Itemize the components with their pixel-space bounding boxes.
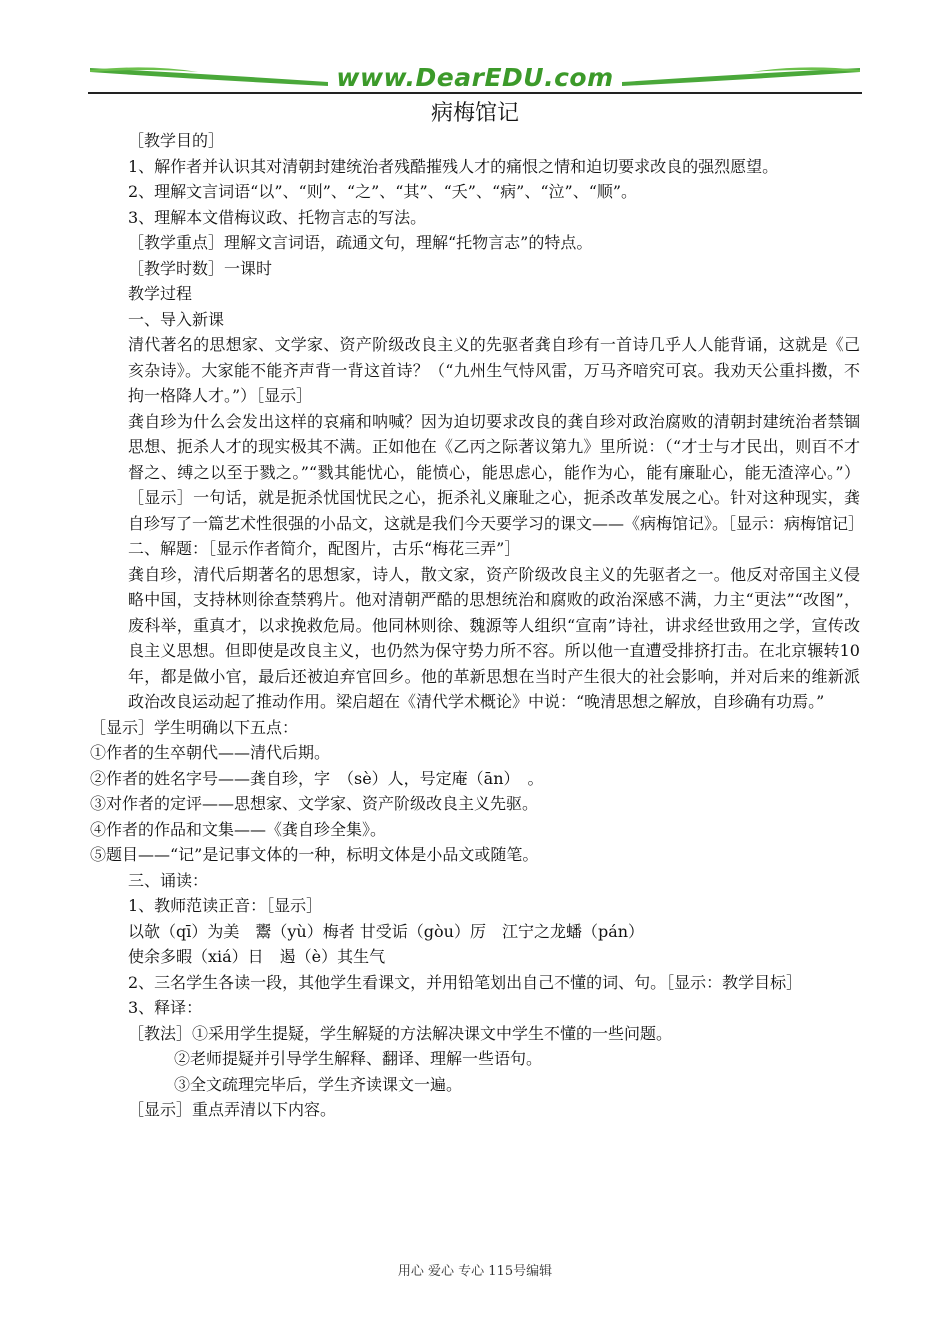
section-heading: ［教学目的］ [128, 131, 225, 150]
display-note: ［显示］重点弄清以下内容。 [128, 1100, 337, 1119]
site-banner [88, 58, 862, 98]
method-item: ③全文疏理完毕后，学生齐读课文一遍。 [174, 1074, 463, 1094]
objective-item: 2、理解文言词语“以”、“则”、“之”、“其”、“夭”、“病”、“泣”、“顺”。 [128, 182, 638, 201]
paragraph: 清代著名的思想家、文学家、资产阶级改良主义的先驱者龚自珍有一首诗几乎人人能背诵，这就是《己亥杂诗》。大家能不能齐声背一背这首诗？（“九州生气恃风雷，万马齐喑究可哀。我劝天公重抖擞，不拘一格降人才。”）［显示］ [128, 335, 860, 405]
class-hours: ［教学时数］一课时 [128, 258, 273, 278]
step-item: 3、释译： [128, 998, 203, 1017]
step-item: 2、三名学生各读一段，其他学生看课文，并用铅笔划出自己不懂的词、句。［显示：教学目标］ [128, 972, 803, 992]
section-heading: 二、解题：［显示作者简介，配图片，古乐“梅花三弄”］ [128, 539, 521, 558]
method-item: ②老师提疑并引导学生解释、翻译、理解一些语句。 [174, 1049, 543, 1068]
list-intro: ［显示］学生明确以下五点： [90, 717, 299, 737]
section-heading: 三、诵读： [128, 870, 209, 890]
document-title: 病梅馆记 [430, 101, 519, 126]
document-body [90, 128, 865, 1123]
section-heading: 一、导入新课 [128, 309, 225, 329]
list-item: ②作者的姓名字号——龚自珍，字 （sè）人，号定庵（ān） 。 [90, 768, 544, 788]
page-footer: 用心 爱心 专心 115号编辑 [397, 1264, 553, 1279]
objective-item: 3、理解本文借梅议政、托物言志的写法。 [128, 207, 427, 227]
pronunciation-line: 使余多暇（xiá）日 遏（è）其生气 [128, 947, 386, 966]
banner-text: www.DearEDU.com [336, 63, 614, 92]
list-item: ③对作者的定评——思想家、文学家、资产阶级改良主义先驱。 [90, 794, 539, 813]
paragraph: 龚自珍为什么会发出这样的哀痛和呐喊？因为迫切要求改良的龚自珍对政治腐败的清朝封建统治者禁锢思想、扼杀人才的现实极其不满。正如他在《乙丙之际著议第九》里所说：（“才士与才民出，则百不才督之、缚之以至于戮之。”“戮其能忧心，能愤心，能思虑心，能作为心，能有廉耻心，能无渣滓心。”）［显示］一句话，就是扼杀忧国忧民之心，扼杀礼义廉耻之心，扼杀改革发展之心。针对这种现实，龚自珍写了一篇艺术性很强的小品文，这就是我们今天要学习的课文——《病梅馆记》。［显示：病梅馆记］ [128, 411, 865, 533]
objective-item: 1、解作者并认识其对清朝封建统治者残酷摧残人才的痛恨之情和迫切要求改良的强烈愿望。 [128, 156, 779, 176]
key-points: ［教学重点］理解文言词语，疏通文句，理解“托物言志”的特点。 [128, 233, 593, 252]
section-heading: 教学过程 [128, 284, 193, 303]
list-item: ⑤题目——“记”是记事文体的一种，标明文体是小品文或随笔。 [90, 845, 539, 864]
pronunciation-line: 以欹（qī）为美 鬻（yù）梅者 甘受诟（gòu）厉 江宁之龙蟠（pán） [128, 921, 645, 941]
method-item: ［教法］①采用学生提疑，学生解疑的方法解决课文中学生不懂的一些问题。 [128, 1023, 673, 1043]
list-item: ④作者的作品和文集——《龚自珍全集》。 [90, 819, 387, 839]
paragraph: 龚自珍，清代后期著名的思想家，诗人，散文家，资产阶级改良主义的先驱者之一。他反对帝国主义侵略中国，支持林则徐查禁鸦片。他对清朝严酷的思想统治和腐败的政治深感不满，力主“更法”“改图”，废科举，重真才，以求挽救危局。他同林则徐、魏源等人组织“宣南”诗社，讲求经世致用之学，宣传改良主义思想。但即使是改良主义，也仍然为保守势力所不容。所以他一直遭受排挤打击。在北京辗转10年，都是做小官，最后还被迫弃官回乡。他的革新思想在当时产生很大的社会影响，并对后来的维新派政治改良运动起了推动作用。梁启超在《清代学术概论》中说：“晚清思想之解放，自珍确有功焉。” [128, 564, 860, 711]
list-item: ①作者的生卒朝代——清代后期。 [90, 743, 331, 762]
step-item: 1、教师范读正音：［显示］ [128, 896, 323, 915]
